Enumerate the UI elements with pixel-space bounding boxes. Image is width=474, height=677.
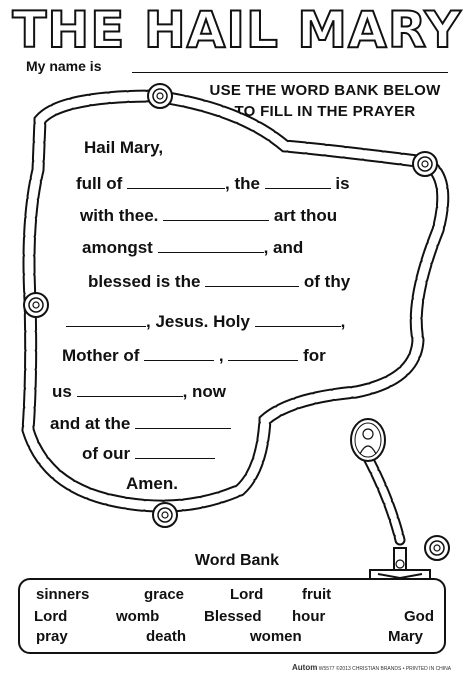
prayer-line-9 bbox=[50, 414, 231, 434]
prayer-line-3 bbox=[80, 206, 337, 226]
word-bank-word: womb bbox=[116, 608, 160, 625]
word-bank-word: Lord bbox=[34, 608, 68, 625]
blank-field[interactable] bbox=[135, 457, 215, 459]
prayer-text: , and bbox=[263, 238, 304, 257]
prayer-line-4 bbox=[82, 238, 303, 258]
prayer-line-11: Amen. bbox=[126, 474, 178, 493]
blank-field[interactable] bbox=[158, 251, 264, 253]
blank-field[interactable] bbox=[144, 359, 214, 361]
word-bank-word: God bbox=[404, 608, 434, 625]
instructions-line-2: TO FILL IN THE PRAYER bbox=[234, 103, 416, 120]
prayer-line-8 bbox=[52, 382, 226, 402]
mary-medal-icon bbox=[351, 419, 385, 461]
page-title: THE HAIL MARY bbox=[12, 1, 462, 59]
rose-icon bbox=[153, 503, 177, 527]
prayer-line-10 bbox=[82, 444, 215, 464]
footer bbox=[292, 663, 451, 672]
rose-icon bbox=[413, 152, 437, 176]
brand-name: Autom bbox=[292, 663, 318, 672]
prayer-text: Mother of bbox=[62, 346, 140, 365]
blank-field[interactable] bbox=[77, 395, 183, 397]
prayer-text: art thou bbox=[273, 206, 338, 225]
word-bank-title: Word Bank bbox=[194, 552, 280, 569]
rose-icon bbox=[148, 84, 172, 108]
prayer-text: full of bbox=[76, 174, 123, 193]
prayer-text: , the bbox=[225, 174, 260, 193]
prayer-text: , Jesus. Holy bbox=[146, 312, 250, 331]
prayer-line-6 bbox=[66, 312, 345, 332]
footer-text: W5577 ©2013 CHRISTIAN BRANDS • PRINTED IN CHINA bbox=[318, 666, 452, 672]
prayer-text: with thee. bbox=[80, 206, 159, 225]
blank-field[interactable] bbox=[228, 359, 298, 361]
prayer-text: , bbox=[340, 312, 346, 331]
prayer-text: blessed is the bbox=[88, 272, 201, 291]
word-bank-word: Mary bbox=[388, 628, 424, 645]
prayer-text: and at the bbox=[50, 414, 131, 433]
word-bank-word: fruit bbox=[302, 586, 332, 603]
name-label: My name is bbox=[26, 58, 102, 74]
word-bank-word: hour bbox=[292, 608, 326, 625]
word-bank-word: pray bbox=[36, 628, 68, 645]
blank-field[interactable] bbox=[135, 427, 231, 429]
word-bank-word: sinners bbox=[36, 586, 90, 603]
word-bank-word: grace bbox=[144, 586, 185, 603]
blank-field[interactable] bbox=[66, 325, 146, 327]
word-bank-word: death bbox=[146, 628, 187, 645]
blank-field[interactable] bbox=[265, 187, 331, 189]
rose-icon bbox=[24, 293, 48, 317]
blank-field[interactable] bbox=[205, 285, 299, 287]
prayer-line-1: Hail Mary, bbox=[84, 138, 164, 157]
prayer-line-7 bbox=[62, 346, 326, 366]
blank-field[interactable] bbox=[255, 325, 341, 327]
word-bank-word: Lord bbox=[230, 586, 264, 603]
prayer-line-5 bbox=[88, 272, 350, 292]
instructions-line-1: USE THE WORD BANK BELOW bbox=[209, 82, 441, 99]
prayer-text: , bbox=[218, 346, 224, 365]
blank-field[interactable] bbox=[163, 219, 269, 221]
word-bank bbox=[18, 578, 446, 654]
blank-field[interactable] bbox=[127, 187, 225, 189]
prayer-text: us bbox=[52, 382, 72, 401]
prayer-text: amongst bbox=[82, 238, 153, 257]
prayer-text: of thy bbox=[303, 272, 351, 291]
word-bank-word: Blessed bbox=[204, 608, 262, 625]
prayer-text: , now bbox=[182, 382, 227, 401]
prayer-text: of our bbox=[82, 444, 131, 463]
prayer-line-2 bbox=[76, 174, 350, 194]
word-bank-word: women bbox=[250, 628, 302, 645]
prayer-text: for bbox=[303, 346, 326, 365]
prayer-text: is bbox=[335, 174, 350, 193]
